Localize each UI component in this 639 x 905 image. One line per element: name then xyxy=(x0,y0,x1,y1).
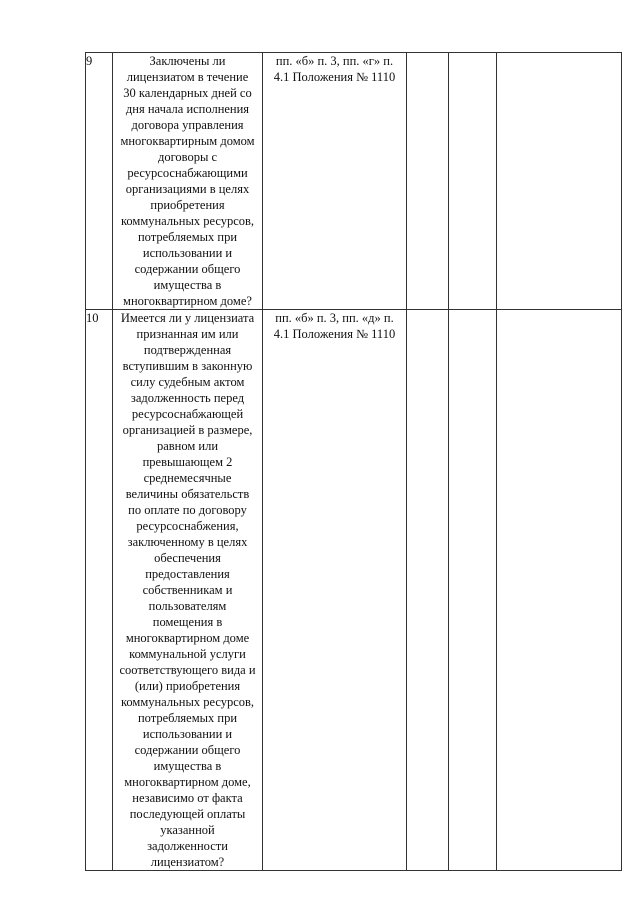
row-number-cell xyxy=(86,310,113,871)
question-text: Заключены ли лицензиатом в течение 30 календарных дней со дня начала исполнения договора управления многоквартирным домом договоры с ресурсоснабжающими организациями в целях приобретения коммунальных ресурсов, потребляемых при использовании и содержании общего имущества в многоквартирном доме? xyxy=(120,54,255,308)
row-number-cell xyxy=(86,53,113,310)
notes-cell xyxy=(497,310,622,871)
answer-no-cell xyxy=(449,53,497,310)
reference-text: пп. «б» п. 3, пп. «д» п. 4.1 Положения № 1110 xyxy=(273,311,396,341)
question-cell xyxy=(113,310,263,871)
answer-yes-cell xyxy=(407,310,449,871)
reference-cell xyxy=(263,310,407,871)
row-number: 9 xyxy=(86,54,93,68)
checklist-table xyxy=(85,52,622,871)
answer-no-cell xyxy=(449,310,497,871)
row-number: 10 xyxy=(86,311,99,325)
table-row xyxy=(86,310,622,871)
notes-cell xyxy=(497,53,622,310)
table-row xyxy=(86,53,622,310)
reference-text: пп. «б» п. 3, пп. «г» п. 4.1 Положения № 1110 xyxy=(273,54,396,84)
question-text: Имеется ли у лицензиата признанная им или подтвержденная вступившим в законную силу судебным актом задолженность перед ресурсоснабжающей организацией в размере, равном или превышающем 2 среднемесячные величины обязательств по оплате по договору ресурсоснабжения, заключенному в целях обеспечения предоставления собственникам и пользователям помещения в многоквартирном доме коммунальной услуги соответствующего вида и (или) приобретения коммунальных ресурсов, потребляемых при использовании и содержании общего имущества в многоквартирном доме, независимо от факта последующей оплаты указанной задолженности лицензиатом? xyxy=(119,311,256,869)
question-cell xyxy=(113,53,263,310)
reference-cell xyxy=(263,53,407,310)
answer-yes-cell xyxy=(407,53,449,310)
